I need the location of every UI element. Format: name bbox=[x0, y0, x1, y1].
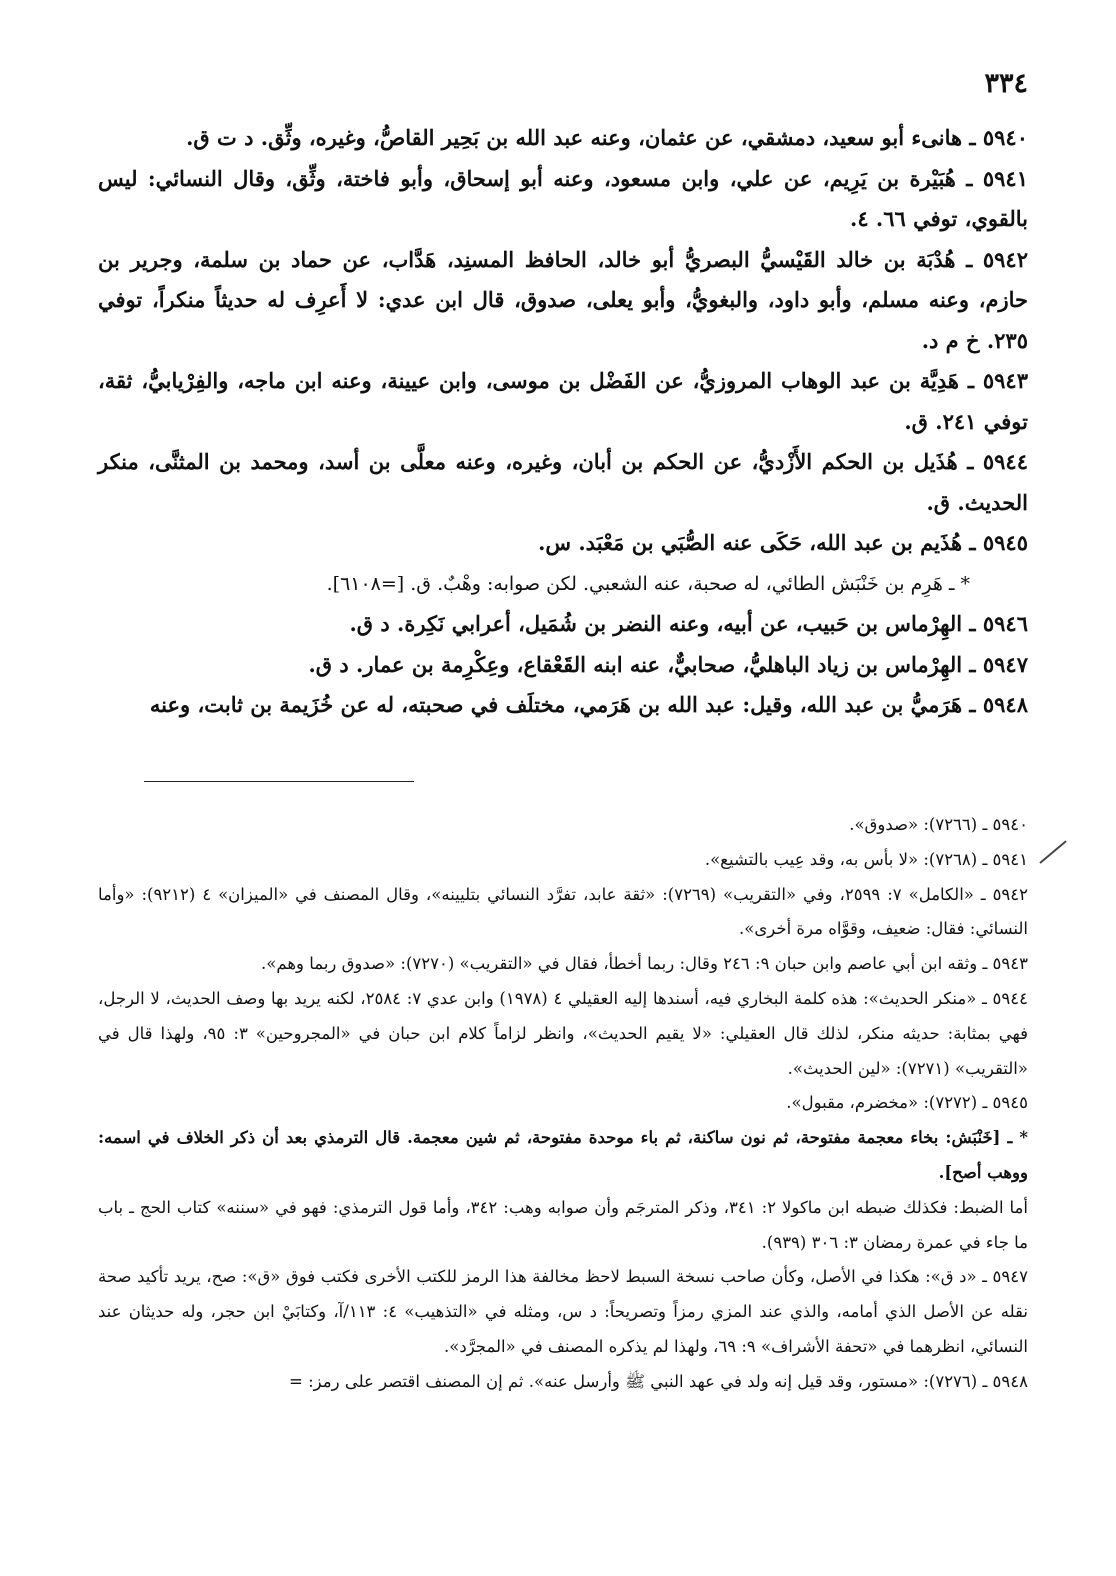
note-5940: ٥٩٤٠ ـ (٧٢٦٦): «صدوق». bbox=[849, 815, 1028, 834]
entry-5947: ٥٩٤٧ ـ الهِرْماس بن زياد الباهليُّ، صحابيٌّ، عنه ابنه القَعْقاع، وعِكْرِمة بن عمار. د ق. bbox=[308, 651, 1028, 677]
margin-pen-mark bbox=[1039, 840, 1066, 863]
note-5943: ٥٩٤٣ ـ وثقه ابن أبي عاصم وابن حبان ٩: ٢٤٦ وقال: ربما أخطأ، فقال في «التقريب» (٧٢٧٠): «صدوق ربما وهم». bbox=[261, 954, 1028, 974]
entry-5940: ٥٩٤٠ ـ هانىء أبو سعيد، دمشقي، عن عثمان، وعنه عبد الله بن بَحِير القاصُّ، وغيره، وثِّق. د ت ق. bbox=[186, 125, 1028, 150]
note-5948: ٥٩٤٨ ـ (٧٢٧٦): «مستور، وقد قيل إنه ولد في عهد النبي ﷺ وأرسل عنه». ثم إن المصنف اقتصر على رمز: = bbox=[289, 1371, 1028, 1391]
note-5945: ٥٩٤٥ ـ (٧٢٧٢): «مخضرم، مقبول». bbox=[786, 1093, 1028, 1113]
page-number: ٣٣٤ bbox=[984, 68, 1028, 99]
note-5942: ٥٩٤٢ ـ «الكامل» ٧: ٢٥٩٩، وفي «التقريب» (٧٢٦٩): «ثقة عابد، تفرَّد النسائي بتليينه»، وقال المصنف في «الميزان» ٤ (٩٢١٢): «وأما النسائي: فقال: ضعيف، وقوَّاه مرة أخرى». bbox=[98, 884, 1029, 939]
note-5947: ٥٩٤٧ ـ «د ق»: هكذا في الأصل، وكأن صاحب نسخة السبط لاحظ مخالفة هذا الرمز للكتب الأخرى فكتب فوق «ق»: صح، يريد تأكيد صحة نقله عن الأصل الذي أمامه، والذي عند المزي رمزاً وتصريحاً: د س، ومثله في «التذهيب» ٤: ١١٣/آ، وكتابَيْ ابن حجر، وله حديثان عند النسائي، انظرهما في «تحفة الأشراف» ٩: ٦٩، ولهذا لم يذكره المصنف في «المجرَّد». bbox=[98, 1267, 1028, 1356]
entry-5943: ٥٩٤٣ ـ هَدِيَّة بن عبد الوهاب المروزيُّ، عن الفَضْل بن موسى، وابن عيينة، وعنه ابن ماجه، والفِرْيابيُّ، ثقة، توفي ٢٤١. ق. bbox=[98, 368, 1028, 434]
entry-5946: ٥٩٤٦ ـ الهِرْماس بن حَبيب، عن أبيه، وعنه النضر بن شُمَيل، أعرابي نَكِرة. د ق. bbox=[349, 611, 1028, 636]
note-5944: ٥٩٤٤ ـ «منكر الحديث»: هذه كلمة البخاري فيه، أسندها إليه العقيلي ٤ (١٩٧٨) وابن عدي ٧: ٢٥٨٤، لكنه يريد بها وصف الحديث، لا الرجل، فهي بمثابة: حديثه منكر، لذلك قال العقيلي: «لا يقيم الحديث»، وانظر لزاماً كلام ابن حبان في «المجروحين» ٣: ٩٥، ولهذا قال في «التقريب» (٧٢٧١): «لين الحديث». bbox=[98, 988, 1028, 1078]
entry-5948: ٥٩٤٨ ـ هَرَميُّ بن عبد الله، وقيل: عبد الله بن هَرَمي، مختلَف في صحبته، له عن خُزَيمة بن ثابت، وعنه bbox=[149, 692, 1028, 717]
footnote-divider bbox=[144, 781, 414, 782]
entry-5944: ٥٩٤٤ ـ هُذَيل بن الحكم الأَزْديُّ، عن الحكم بن أبان، وغيره، وعنه معلَّى بن أسد، ومحمد بن المثنَّى، منكر الحديث. ق. bbox=[98, 449, 1028, 515]
entry-5945: ٥٩٤٥ ـ هُذَيم بن عبد الله، حَكَى عنه الصُّبَي بن مَعْبَد. س. bbox=[538, 530, 1028, 555]
entry-5941: ٥٩٤١ ـ هُبَيْرة بن يَرِيم، عن علي، وابن مسعود، وعنه أبو إسحاق، وأبو فاختة، وثِّق، وقال النسائي: ليس بالقوي، توفي ٦٦. ٤. bbox=[98, 165, 1028, 231]
note-dabt: أما الضبط: فكذلك ضبطه ابن ماكولا ٢: ٣٤١، وذكر المترجَم وأن صوابه وهب: ٣٤٢، وأما قول الترمذي: فهو في «سننه» كتاب الحج ـ باب ما جاء في عمرة رمضان ٣: ٣٠٦ (٩٣٩). bbox=[98, 1197, 1028, 1252]
note-5941: ٥٩٤١ ـ (٧٢٦٨): «لا بأس به، وقد عِيب بالتشيع». bbox=[704, 849, 1028, 869]
entry-5942: ٥٩٤٢ ـ هُدْبَة بن خالد القَيْسيُّ البصريُّ أبو خالد، الحافظ المسنِد، هَدَّاب، عن حماد بن سلمة، وجرير بن حازم، وعنه مسلم، وأبو داود، والبغويُّ، وأبو يعلى، صدوق، قال ابن عدي: لا أَعرِف له حديثاً منكراً، توفي ٢٣٥. خ م د. bbox=[98, 246, 1028, 353]
main-text bbox=[98, 118, 1028, 726]
note-star-khanbash: * ـ [خَنْبَش: بخاء معجمة مفتوحة، ثم نون ساكنة، ثم باء موحدة مفتوحة، ثم شين معجمة. قال الترمذي بعد أن ذكر الخلاف في اسمه: ووهب أصح]. bbox=[98, 1128, 1028, 1182]
entry-star-haram: * ـ هَرِم بن خَنْبَش الطائي، له صحبة، عنه الشعبي. لكن صوابه: وهْبٌ. ق. [=٦١٠٨]. bbox=[326, 572, 970, 595]
footnotes bbox=[98, 808, 1028, 1400]
